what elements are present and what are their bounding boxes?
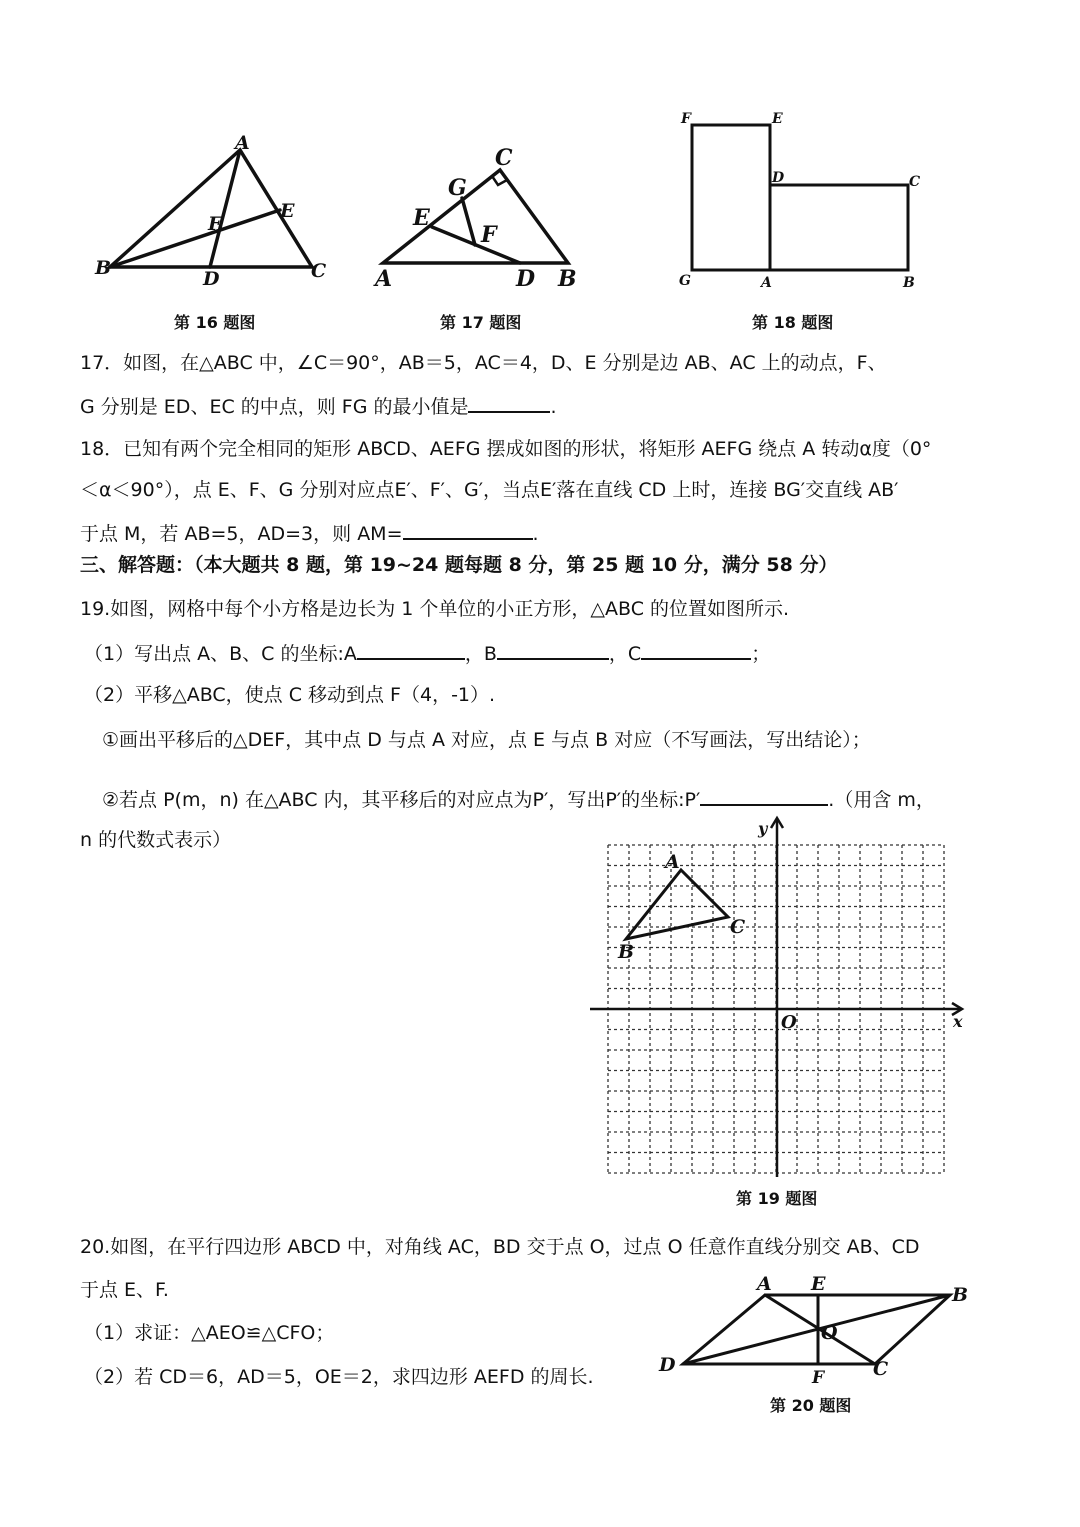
label-g: G xyxy=(679,273,691,289)
figure-19-svg xyxy=(580,812,970,1187)
q20-line-1: 20.如图，在平行四边形 ABCD 中，对角线 AC，BD 交于点 O，过点 O 任意作直线分别交 AB、CD xyxy=(80,1236,920,1258)
q18-text: 于点 M，若 AB=5，AD=3，则 AM= xyxy=(80,523,403,545)
label-c: C xyxy=(730,916,746,938)
section-3-heading: 三、解答题：（本大题共 8 题，第 19~24 题每题 8 分，第 25 题 10 分，满分 58 分） xyxy=(80,554,838,576)
label-b: B xyxy=(952,1284,969,1306)
figure-20-svg xyxy=(655,1268,980,1388)
q19-part-2: （2）平移△ABC，使点 C 移动到点 F（4，-1）. xyxy=(84,684,496,706)
segment-gf xyxy=(462,198,475,245)
caption-figure-19: 第 19 题图 xyxy=(736,1189,818,1208)
segment-ad xyxy=(210,150,240,267)
q19-part-1 xyxy=(84,640,770,666)
label-e: E xyxy=(811,1273,826,1295)
q19-part-2-2-continued: n 的代数式表示） xyxy=(80,829,232,851)
figure-17-svg xyxy=(370,140,600,295)
q19-answer-c-blank[interactable] xyxy=(641,640,751,660)
q17-answer-blank[interactable] xyxy=(468,393,550,413)
q19-answer-b-blank[interactable] xyxy=(497,640,609,660)
label-b: B xyxy=(618,941,635,963)
q18-line-2: ＜α＜90°），点 E、F、G 分别对应点E′、F′、G′，当点E′落在直线 CD 上时，连接 BG′交直线 AB′ xyxy=(80,479,899,501)
rectangle-aefg xyxy=(692,125,770,270)
q18-period: . xyxy=(532,523,539,545)
label-c: C xyxy=(873,1358,889,1380)
label-a: A xyxy=(665,851,680,873)
figure-18 xyxy=(675,105,925,295)
label-c: C xyxy=(909,174,921,190)
q18-answer-blank[interactable] xyxy=(403,520,533,540)
figure-16 xyxy=(90,135,340,295)
q18-line-1: 18．已知有两个完全相同的矩形 ABCD、AEFG 摆成如图的形状，将矩形 AEFG 绕点 A 转动α度（0° xyxy=(80,438,932,460)
q17-text: G 分别是 ED、EC 的中点，则 FG 的最小值是 xyxy=(80,396,469,418)
label-o: O xyxy=(781,1012,797,1033)
label-o: O xyxy=(821,1322,838,1344)
label-c: C xyxy=(311,260,327,282)
q19-part-1-end: ； xyxy=(751,643,771,665)
q19-part-2-2-text: ②若点 P(m，n) 在△ABC 内，其平移后的对应点为P′，写出P′的坐标:P′ xyxy=(102,789,701,811)
label-d: D xyxy=(203,268,220,290)
triangle-abc xyxy=(626,870,728,939)
figure-18-svg xyxy=(675,105,925,295)
figure-16-svg xyxy=(90,135,340,295)
caption-figure-20: 第 20 题图 xyxy=(770,1396,852,1415)
label-y: y xyxy=(758,819,768,838)
label-d: D xyxy=(516,266,536,292)
label-f: F xyxy=(681,111,691,127)
q18-line-3 xyxy=(80,520,539,546)
label-b: B xyxy=(903,275,915,291)
label-f: F xyxy=(812,1368,825,1388)
q20-line-2: 于点 E、F. xyxy=(80,1279,169,1301)
rectangle-abcd xyxy=(770,185,908,270)
label-c: C xyxy=(495,145,513,171)
q19-answer-a-blank[interactable] xyxy=(357,640,465,660)
label-a: A xyxy=(761,275,772,291)
figure-19 xyxy=(580,812,970,1187)
q19-part-2-1: ①画出平移后的△DEF，其中点 D 与点 A 对应，点 E 与点 B 对应（不写画法，写出结论）； xyxy=(102,729,871,751)
q19-answer-p-blank[interactable] xyxy=(700,786,828,806)
q19-part-2-2-tail: .（用含 m， xyxy=(828,789,935,811)
label-d: D xyxy=(659,1354,676,1376)
q19-label-b: ，B xyxy=(464,643,497,665)
label-x: x xyxy=(953,1012,963,1031)
label-b: B xyxy=(95,257,112,279)
label-d: D xyxy=(772,170,785,186)
segment-be xyxy=(110,210,280,267)
q19-label-c: ，C xyxy=(608,643,642,665)
q20-part-1: （1）求证：△AEO≌△CFO； xyxy=(84,1322,335,1344)
caption-figure-18: 第 18 题图 xyxy=(752,313,834,332)
q19-part-2-2 xyxy=(102,786,935,812)
figure-17 xyxy=(370,140,600,295)
label-f: F xyxy=(208,213,222,235)
label-a: A xyxy=(757,1273,772,1295)
q19-intro: 19.如图，网格中每个小方格是边长为 1 个单位的小正方形，△ABC 的位置如图所示. xyxy=(80,598,790,620)
label-a: A xyxy=(235,135,250,154)
label-e: E xyxy=(413,205,430,231)
label-b: B xyxy=(558,266,577,292)
caption-figure-16: 第 16 题图 xyxy=(174,313,256,332)
q17-period: . xyxy=(550,396,557,418)
caption-figure-17: 第 17 题图 xyxy=(440,313,522,332)
label-f: F xyxy=(481,222,497,248)
triangle-abc xyxy=(383,170,568,263)
label-e: E xyxy=(772,111,783,127)
q19-part-1-text: （1）写出点 A、B、C 的坐标:A xyxy=(84,643,357,665)
figure-20 xyxy=(655,1268,980,1388)
label-g: G xyxy=(448,175,467,201)
q17-line-1: 17．如图，在△ABC 中，∠C＝90°，AB＝5，AC＝4，D、E 分别是边 AB、AC 上的动点，F、 xyxy=(80,352,887,374)
q20-part-2: （2）若 CD＝6，AD＝5，OE＝2，求四边形 AEFD 的周长. xyxy=(84,1366,594,1388)
q17-line-2 xyxy=(80,393,557,419)
label-a: A xyxy=(375,266,393,292)
label-e: E xyxy=(280,200,295,222)
